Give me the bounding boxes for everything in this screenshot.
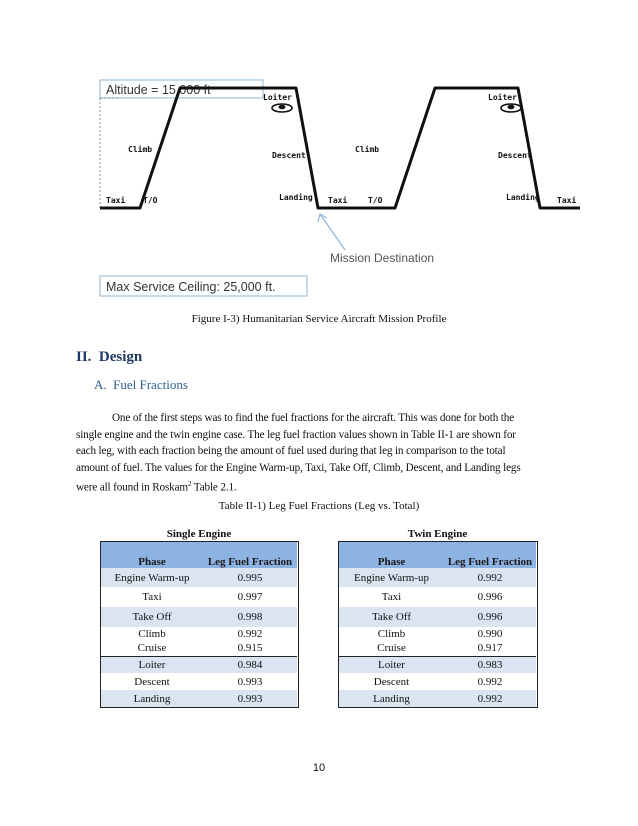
phase-label-loiter: Loiter <box>488 93 517 102</box>
single-engine-table <box>101 542 297 707</box>
subsection-heading: A. Fuel Fractions <box>94 377 188 392</box>
aircraft-icon <box>272 104 292 112</box>
table-cell: 0.993 <box>203 673 297 690</box>
table-cell: Landing <box>339 690 444 707</box>
table-cell: Cruise <box>339 641 444 656</box>
table-caption: Table II-1) Leg Fuel Fractions (Leg vs. Total) <box>218 500 420 512</box>
phase-label-landing: Landing <box>506 193 540 202</box>
twin-engine-table <box>339 542 536 707</box>
table-cell: Loiter <box>339 656 444 673</box>
paragraph-line <box>76 476 562 496</box>
phase-label-descent: Descent <box>272 151 306 160</box>
aircraft-icon <box>501 104 521 112</box>
table-cell: Take Off <box>101 607 203 627</box>
altitude-label: Altitude = 15,000 ft <box>106 83 211 97</box>
table-cell: 0.992 <box>444 673 536 690</box>
table-cell: Descent <box>339 673 444 690</box>
table-cell: Engine Warm-up <box>339 568 444 587</box>
table-cell: 0.917 <box>444 641 536 656</box>
table-cell: 0.993 <box>203 690 297 707</box>
paragraph-line: amount of fuel. The values for the Engine Warm-up, Taxi, Take Off, Climb, Descent, and Landing legs <box>76 461 521 474</box>
table-cell: Landing <box>101 690 203 707</box>
table-cell: 0.984 <box>203 656 297 673</box>
table-cell: Climb <box>101 627 203 641</box>
phase-label-taxi: Taxi <box>328 196 348 205</box>
table-cell: Taxi <box>339 587 444 607</box>
column-header-fraction: Leg Fuel Fraction <box>444 542 536 568</box>
single-engine-title: Single Engine <box>166 528 232 540</box>
phase-label-takeoff: T/O <box>143 196 158 205</box>
destination-pointer <box>320 214 345 250</box>
section-heading: II. Design <box>76 349 143 365</box>
table-cell: Engine Warm-up <box>101 568 203 587</box>
phase-label-takeoff: T/O <box>368 196 383 205</box>
page-number: 10 <box>312 762 326 774</box>
column-header-phase: Phase <box>339 542 444 568</box>
table-cell: 0.995 <box>203 568 297 587</box>
phase-label-loiter: Loiter <box>263 93 292 102</box>
mission-profile-figure <box>0 0 638 310</box>
figure-caption: Figure I-3) Humanitarian Service Aircraft Mission Profile <box>191 313 447 325</box>
phase-label-taxi: Taxi <box>557 196 577 205</box>
table-cell: 0.915 <box>203 641 297 656</box>
table-cell: Climb <box>339 627 444 641</box>
table-cell: 0.996 <box>444 587 536 607</box>
phase-label-climb: Climb <box>128 145 153 154</box>
body-paragraph <box>76 410 562 496</box>
column-header-phase: Phase <box>101 542 203 568</box>
phase-label-landing: Landing <box>279 193 313 202</box>
paragraph-line: One of the first steps was to find the fuel fractions for the aircraft. This was done for both the <box>112 412 515 424</box>
paragraph-text: were all found in Roskam <box>76 481 188 494</box>
table-cell: Take Off <box>339 607 444 627</box>
table-cell: Loiter <box>101 656 203 673</box>
paragraph-line: single engine and the twin engine case. The leg fuel fraction values shown in Table II-1 are shown for <box>76 428 516 441</box>
table-cell: Descent <box>101 673 203 690</box>
column-header-fraction: Leg Fuel Fraction <box>203 542 297 568</box>
phase-label-climb: Climb <box>355 145 380 154</box>
paragraph-line: each leg, with each fraction being the amount of fuel used during that leg in comparison to the total <box>76 445 506 457</box>
table-cell: 0.992 <box>444 690 536 707</box>
reference-superscript: 2 <box>187 480 192 488</box>
phase-label-taxi: Taxi <box>106 196 126 205</box>
table-cell: 0.996 <box>444 607 536 627</box>
table-cell: 0.998 <box>203 607 297 627</box>
table-cell: 0.992 <box>444 568 536 587</box>
table-cell: 0.990 <box>444 627 536 641</box>
table-cell: Cruise <box>101 641 203 656</box>
table-cell: 0.992 <box>203 627 297 641</box>
table-cell: Taxi <box>101 587 203 607</box>
twin-engine-title: Twin Engine <box>407 528 468 540</box>
destination-label: Mission Destination <box>330 251 435 265</box>
paragraph-text: Table 2.1. <box>191 481 237 494</box>
ceiling-label: Max Service Ceiling: 25,000 ft. <box>106 280 276 294</box>
table-cell: 0.983 <box>444 656 536 673</box>
table-cell: 0.997 <box>203 587 297 607</box>
phase-label-descent: Descent <box>498 151 532 160</box>
